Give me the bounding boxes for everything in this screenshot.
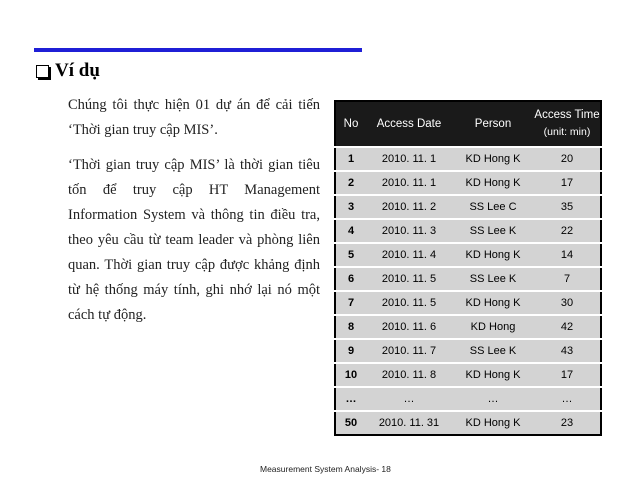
table-row xyxy=(335,387,601,411)
cell-access-date: 2010. 11. 5 xyxy=(366,291,452,315)
cell-access-time: 7 xyxy=(534,267,601,291)
title-accent-bar xyxy=(34,48,362,52)
table-row xyxy=(335,171,601,195)
cell-access-time: 35 xyxy=(534,195,601,219)
table-row xyxy=(335,267,601,291)
cell-person: SS Lee C xyxy=(452,195,534,219)
definition-paragraph: ‘Thời gian truy cập MIS’ là thời gian tiêu tốn để truy cập HT Management Information System và thông tin điều tra, theo yêu cầu từ team leader và phòng liên quan. Thời gian truy cập được khảng định từ hệ thống máy tính, ghi nhớ lại nó một cách tự động. xyxy=(68,157,320,323)
table-row xyxy=(335,363,601,387)
cell-person: SS Lee K xyxy=(452,339,534,363)
section-heading xyxy=(36,60,100,82)
cell-person: SS Lee K xyxy=(452,219,534,243)
table-row xyxy=(335,219,601,243)
cell-no: 5 xyxy=(335,243,366,267)
cell-person: KD Hong K xyxy=(452,291,534,315)
cell-access-time: 17 xyxy=(534,363,601,387)
cell-access-date: 2010. 11. 7 xyxy=(366,339,452,363)
cell-access-time: 20 xyxy=(534,147,601,171)
cell-no: 9 xyxy=(335,339,366,363)
cell-access-time: 14 xyxy=(534,243,601,267)
cell-person: KD Hong K xyxy=(452,363,534,387)
cell-access-time: 22 xyxy=(534,219,601,243)
cell-person: KD Hong K xyxy=(452,171,534,195)
intro-paragraph: Chúng tôi thực hiện 01 dự án để cải tiến ‘Thời gian truy cập MIS’. xyxy=(68,97,320,138)
heading-text: Ví dụ xyxy=(55,60,100,81)
header-access-date: Access Date xyxy=(366,101,452,147)
table-row xyxy=(335,315,601,339)
cell-person: KD Hong K xyxy=(452,147,534,171)
cell-no: 7 xyxy=(335,291,366,315)
cell-no: 10 xyxy=(335,363,366,387)
cell-access-date: 2010. 11. 1 xyxy=(366,171,452,195)
cell-no: 3 xyxy=(335,195,366,219)
cell-access-date: 2010. 11. 2 xyxy=(366,195,452,219)
cell-access-date: … xyxy=(366,387,452,411)
table-row xyxy=(335,339,601,363)
cell-access-date: 2010. 11. 3 xyxy=(366,219,452,243)
cell-access-time: 23 xyxy=(534,411,601,435)
cell-no: 4 xyxy=(335,219,366,243)
cell-person: KD Hong xyxy=(452,315,534,339)
cell-no: 50 xyxy=(335,411,366,435)
table-row xyxy=(335,243,601,267)
cell-no: 6 xyxy=(335,267,366,291)
table-row xyxy=(335,195,601,219)
cell-no: 8 xyxy=(335,315,366,339)
cell-access-date: 2010. 11. 31 xyxy=(366,411,452,435)
cell-access-date: 2010. 11. 6 xyxy=(366,315,452,339)
header-access-time xyxy=(534,101,601,147)
access-time-table xyxy=(334,100,602,436)
cell-access-time: 17 xyxy=(534,171,601,195)
cell-access-date: 2010. 11. 4 xyxy=(366,243,452,267)
table-row xyxy=(335,411,601,435)
header-person: Person xyxy=(452,101,534,147)
cell-access-time: 42 xyxy=(534,315,601,339)
cell-access-date: 2010. 11. 5 xyxy=(366,267,452,291)
cell-person: KD Hong K xyxy=(452,243,534,267)
cell-person: KD Hong K xyxy=(452,411,534,435)
cell-person: … xyxy=(452,387,534,411)
cell-person: SS Lee K xyxy=(452,267,534,291)
table-row xyxy=(335,147,601,171)
table-row xyxy=(335,291,601,315)
cell-access-date: 2010. 11. 8 xyxy=(366,363,452,387)
cell-access-time: … xyxy=(534,387,601,411)
checkbox-bullet-icon xyxy=(36,65,49,78)
table-header-row xyxy=(335,101,601,147)
cell-access-time: 43 xyxy=(534,339,601,363)
cell-no: 1 xyxy=(335,147,366,171)
cell-no: … xyxy=(335,387,366,411)
header-access-time-label: Access Time xyxy=(534,109,600,121)
cell-access-date: 2010. 11. 1 xyxy=(366,147,452,171)
cell-access-time: 30 xyxy=(534,291,601,315)
slide-footer: Measurement System Analysis- 18 xyxy=(260,464,391,474)
header-access-time-unit: (unit: min) xyxy=(543,126,591,138)
header-no: No xyxy=(335,101,366,147)
cell-no: 2 xyxy=(335,171,366,195)
